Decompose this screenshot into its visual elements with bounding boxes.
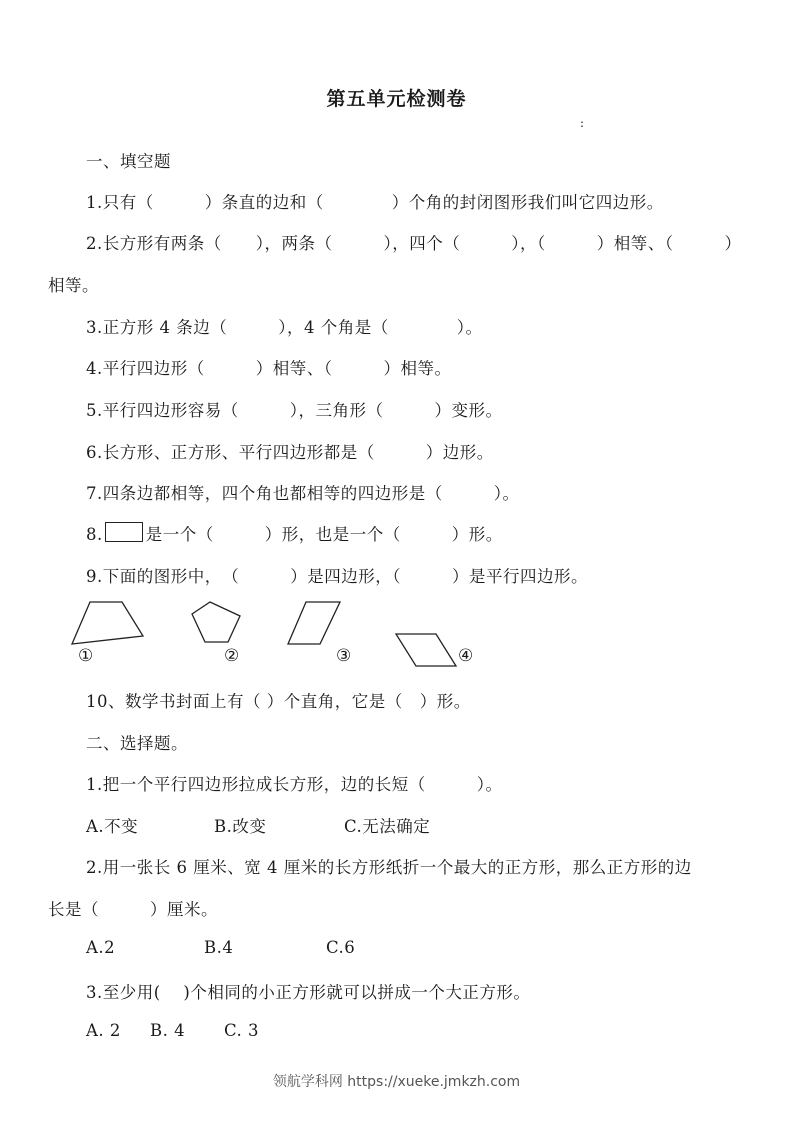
question-1-9: 9.下面的图形中， （ ）是四边形，（ ）是平行四边形。 bbox=[86, 567, 588, 586]
option-b: B.4 bbox=[204, 938, 234, 957]
question-1-2-line1: 2.长方形有两条（ ），两条（ ），四个（ ），（ ）相等、（ ） bbox=[86, 234, 742, 253]
option-b: B.改变 bbox=[214, 817, 267, 836]
shape-number-4: ④ bbox=[458, 646, 474, 666]
shape-number-3: ③ bbox=[336, 646, 352, 666]
trapezoid-shape bbox=[72, 602, 143, 644]
section2-heading: 二、选择题。 bbox=[86, 734, 188, 753]
question-1-8-suffix: 是一个（ ）形，也是一个（ ）形。 bbox=[145, 525, 503, 544]
option-b: B. 4 bbox=[150, 1021, 186, 1040]
question-1-2-line2: 相等。 bbox=[48, 276, 99, 295]
option-c: C.6 bbox=[326, 938, 356, 957]
option-a: A.不变 bbox=[86, 817, 139, 836]
shape-figures bbox=[60, 596, 500, 672]
parallelogram-shape-4 bbox=[396, 634, 456, 666]
question-2-2-line1: 2.用一张长 6 厘米、宽 4 厘米的长方形纸折一个最大的正方形，那么正方形的边 bbox=[86, 858, 692, 877]
option-a: A. 2 bbox=[86, 1021, 121, 1040]
option-c: C. 3 bbox=[224, 1021, 260, 1040]
question-1-6: 6.长方形、正方形、平行四边形都是（ ）边形。 bbox=[86, 443, 494, 462]
parallelogram-shape-3 bbox=[288, 602, 340, 644]
question-1-8 bbox=[86, 521, 503, 545]
question-2-1: 1.把一个平行四边形拉成长方形，边的长短（ ）。 bbox=[86, 775, 503, 794]
rectangle-icon bbox=[105, 522, 143, 542]
question-1-4: 4.平行四边形（ ）相等、（ ）相等。 bbox=[86, 359, 452, 378]
shape-number-1: ① bbox=[78, 646, 94, 666]
dots-mark: : bbox=[580, 116, 585, 130]
question-2-3: 3.至少用( )个相同的小正方形就可以拼成一个大正方形。 bbox=[86, 983, 531, 1002]
question-1-5: 5.平行四边形容易（ ），三角形（ ）变形。 bbox=[86, 401, 503, 420]
pentagon-shape bbox=[192, 602, 240, 642]
shape-number-2: ② bbox=[224, 646, 240, 666]
section1-heading: 一、填空题 bbox=[86, 152, 171, 171]
question-1-3: 3.正方形 4 条边（ ），4 个角是（ ）。 bbox=[86, 318, 483, 337]
question-2-2-line2: 长是（ ）厘米。 bbox=[48, 900, 218, 919]
option-a: A.2 bbox=[86, 938, 116, 957]
question-1-7: 7.四条边都相等，四个角也都相等的四边形是（ ）。 bbox=[86, 484, 520, 503]
footer-watermark: 领航学科网 https://xueke.jmkzh.com bbox=[272, 1074, 521, 1090]
question-1-10: 10、数学书封面上有（ ）个直角，它是（ ）形。 bbox=[86, 692, 471, 711]
option-c: C.无法确定 bbox=[344, 817, 431, 836]
question-1-8-prefix: 8. bbox=[86, 525, 103, 544]
page-title: 第五单元检测卷 bbox=[326, 88, 467, 110]
question-1-1: 1.只有（ ）条直的边和（ ）个角的封闭图形我们叫它四边形。 bbox=[86, 193, 664, 212]
